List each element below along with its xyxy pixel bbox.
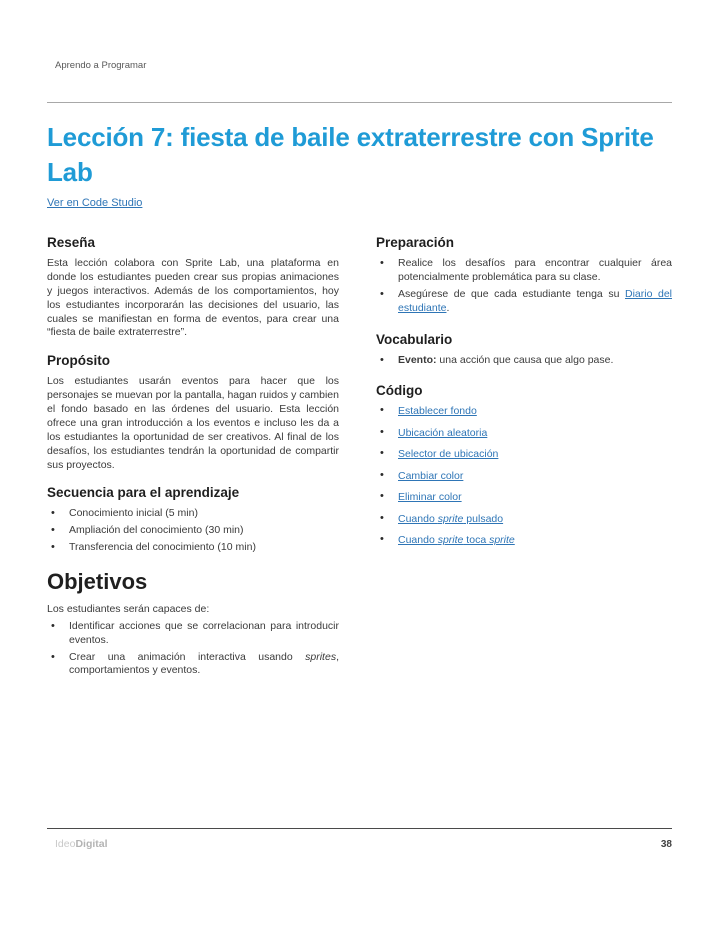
list-item — [376, 470, 672, 482]
link-text: Cambiar color — [398, 469, 464, 482]
code-block-link[interactable] — [398, 405, 477, 417]
code-block-link[interactable] — [398, 513, 503, 525]
preparacion-text: Asegúrese de que cada estudiante tenga su — [398, 287, 625, 300]
vocabulario-list — [376, 354, 672, 368]
objective-text: , comportamientos y eventos. — [69, 650, 339, 677]
list-item: • Transferencia del conocimiento (10 min) — [47, 541, 339, 555]
list-item — [376, 427, 672, 439]
list-item: • Realice los desafíos para encontrar cualquier área potencialmente problemática para su clase. — [376, 257, 672, 285]
preparacion-list — [376, 257, 672, 315]
content-columns — [47, 222, 672, 681]
document-page — [47, 0, 672, 681]
resena-heading: Reseña — [47, 235, 96, 251]
brand-light: Ideo — [55, 838, 76, 850]
list-item — [376, 534, 672, 546]
brand-logo — [55, 838, 108, 850]
link-text: Cuando — [398, 512, 438, 525]
link-italic: sprite — [437, 534, 464, 547]
left-column — [47, 222, 339, 681]
objetivos-intro: Los estudiantes serán capaces de: — [47, 602, 210, 615]
list-item — [376, 448, 672, 460]
vocabulary-definition: una acción que causa que algo pase. — [436, 353, 614, 366]
header-divider — [47, 102, 672, 103]
code-block-link[interactable] — [398, 534, 515, 546]
diario-del-estudiante-link[interactable]: Diario del estudiante — [398, 287, 673, 314]
objective-text: Identificar acciones que se correlacionan para introducir eventos. — [69, 619, 339, 646]
list-item — [376, 513, 672, 525]
link-text: pulsado — [463, 512, 504, 525]
list-item — [376, 288, 672, 316]
link-text: Selector de ubicación — [398, 448, 499, 461]
objetivos-list — [47, 620, 339, 678]
link-text: toca — [463, 534, 490, 547]
code-block-link[interactable] — [398, 491, 462, 503]
running-header: Aprendo a Programar — [55, 60, 147, 71]
objetivos-heading: Objetivos — [47, 568, 148, 594]
list-item — [376, 405, 672, 417]
list-item — [376, 354, 672, 368]
footer-divider — [47, 828, 672, 829]
list-item: • Conocimiento inicial (5 min) — [47, 507, 339, 521]
link-text: Ubicación aleatoria — [398, 426, 488, 439]
link-text: Eliminar color — [398, 491, 462, 504]
link-text: Cuando — [398, 534, 438, 547]
list-item — [47, 620, 339, 648]
link-italic: sprite — [437, 512, 464, 525]
link-text: Establecer fondo — [398, 405, 477, 418]
right-column — [376, 222, 672, 681]
page-title: Lección 7: fiesta de baile extraterrestre con Sprite Lab — [47, 122, 654, 188]
list-item: • Ampliación del conocimiento (30 min) — [47, 524, 339, 538]
link-italic: sprite — [489, 534, 515, 547]
objective-text: Crear una animación interactiva usando — [69, 650, 306, 663]
page-number: 38 — [660, 838, 672, 850]
code-block-link[interactable] — [398, 448, 498, 460]
secuencia-list — [47, 507, 339, 555]
proposito-heading: Propósito — [47, 353, 110, 369]
vocabulary-term: Evento: — [398, 353, 437, 366]
secuencia-heading: Secuencia para el aprendizaje — [47, 485, 240, 501]
objective-italic: sprites — [305, 650, 337, 663]
codigo-list — [376, 405, 672, 546]
preparacion-heading: Preparación — [376, 235, 455, 251]
codigo-heading: Código — [376, 383, 423, 399]
resena-body: Esta lección colabora con Sprite Lab, una plataforma en donde los estudiantes pueden crear sus propias animaciones y juegos interactivos. Además de los comportamientos, hoy los estudiantes incorporarán las decisiones del usuario, las cuales se manifiestan en forma de eventos, para crear una “fiesta de baile extraterrestre”. — [47, 257, 339, 339]
list-item — [47, 651, 339, 679]
code-block-link[interactable] — [398, 470, 463, 482]
vocabulario-heading: Vocabulario — [376, 331, 453, 347]
code-block-link[interactable] — [398, 427, 487, 439]
proposito-body: Los estudiantes usarán eventos para hacer que los personajes se muevan por la pantalla, hagan ruidos y cambien el fondo basado en las órdenes del usuario. Esta lección ofrece una gran introducción a los eventos e incluso les da a los estudiantes la oportunidad de ser creativos. Al final de los desafíos, los estudiantes tendrán la oportunidad de compartir sus proyectos. — [47, 375, 339, 471]
view-in-code-studio-link[interactable]: Ver en Code Studio — [47, 197, 143, 210]
brand-bold: Digital — [75, 838, 108, 850]
list-item — [376, 491, 672, 503]
page-footer — [47, 838, 672, 850]
preparacion-text: . — [446, 301, 450, 314]
